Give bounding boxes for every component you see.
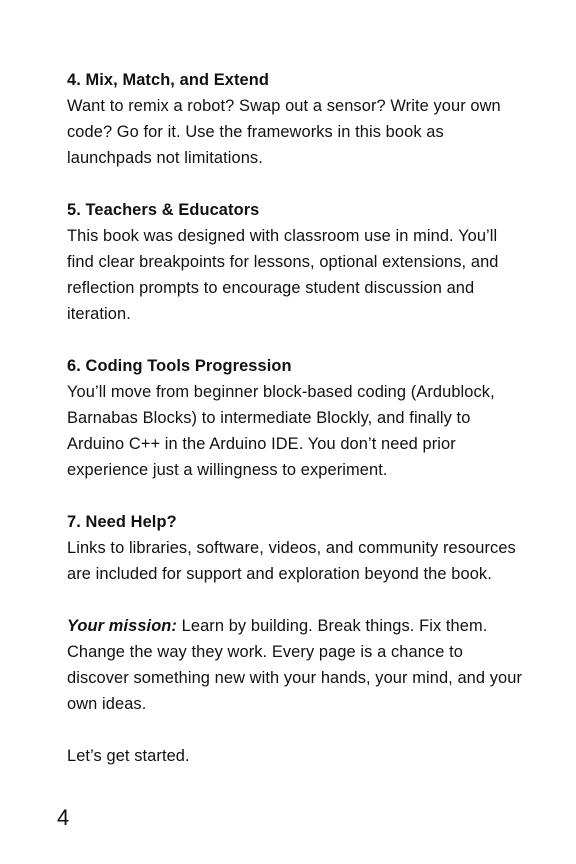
- section-need-help: [67, 509, 527, 587]
- section-body: You’ll move from beginner block-based coding (Ardublock, Barnabas Blocks) to intermediate Blockly, and finally to Arduino C++ in the Arduino IDE. You don’t need prior experience just a willingness to experiment.: [67, 383, 495, 479]
- mission-statement: [67, 613, 527, 717]
- section-body: Links to libraries, software, videos, and community resources are included for support and exploration beyond the book.: [67, 539, 516, 583]
- section-heading: 4. Mix, Match, and Extend: [67, 71, 269, 89]
- page-content: [67, 67, 527, 769]
- section-mix-match-extend: [67, 67, 527, 171]
- section-body: This book was designed with classroom use in mind. You’ll find clear breakpoints for lessons, optional extensions, and reflection prompts to encourage student discussion and iteration.: [67, 227, 499, 323]
- section-body: Want to remix a robot? Swap out a sensor? Write your own code? Go for it. Use the frameworks in this book as launchpads not limitations.: [67, 97, 501, 167]
- closing-line: Let’s get started.: [67, 747, 190, 765]
- section-heading: 5. Teachers & Educators: [67, 201, 260, 219]
- mission-label: Your mission:: [67, 617, 177, 635]
- section-teachers-educators: [67, 197, 527, 327]
- mission-text: Learn by building. Break things. Fix them. Change the way they work. Every page is a chance to discover something new with your hands, your mind, and your own ideas.: [67, 617, 523, 713]
- section-coding-tools-progression: [67, 353, 527, 483]
- page-number: 4: [57, 805, 70, 830]
- section-heading: 6. Coding Tools Progression: [67, 357, 292, 375]
- section-heading: 7. Need Help?: [67, 513, 177, 531]
